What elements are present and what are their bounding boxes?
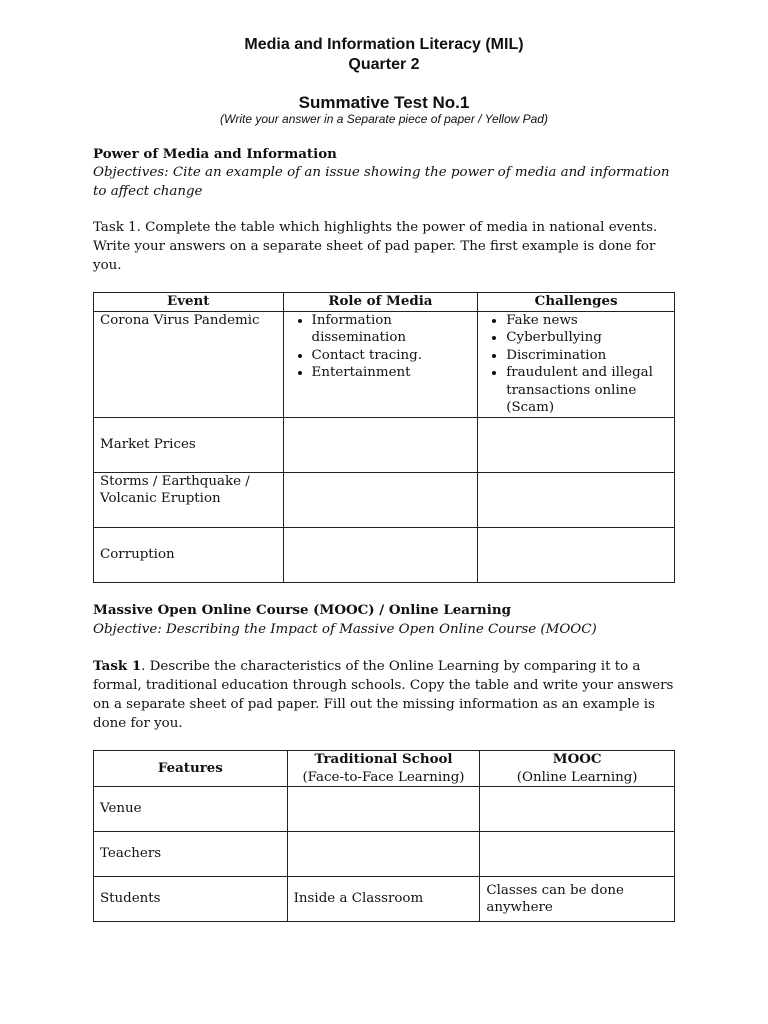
list-item: • Contact tracing. (312, 347, 472, 365)
document-title: Media and Information Literacy (MIL) (244, 36, 524, 53)
event-cell: Corruption (94, 527, 284, 582)
challenges-cell (478, 472, 675, 527)
table-row (94, 527, 675, 582)
role-cell (283, 527, 478, 582)
feature-cell: Teachers (94, 832, 288, 877)
test-instruction: (Write your answer in a Separate piece of paper / Yellow Pad) (220, 112, 548, 126)
section1-heading: Power of Media and Information (93, 146, 337, 162)
role-cell (283, 472, 478, 527)
traditional-cell: Inside a Classroom (287, 877, 480, 922)
section1-objective: Objectives: Cite an example of an issue showing the power of media and information to affect change (93, 165, 670, 199)
event-cell: Corona Virus Pandemic (94, 311, 284, 417)
traditional-cell (287, 832, 480, 877)
role-cell (283, 417, 478, 472)
column-subtitle: (Online Learning) (516, 769, 638, 785)
column-header (480, 751, 675, 787)
challenges-cell (478, 417, 675, 472)
mooc-cell (480, 832, 675, 877)
list-item: • Discrimination (506, 347, 668, 365)
table-row (94, 877, 675, 922)
challenges-cell (478, 527, 675, 582)
section1-task: Task 1. Complete the table which highlights the power of media in national events. Write your answers on a separate sheet of pad paper. The first example is done for you. (93, 220, 658, 273)
column-header: Role of Media (283, 293, 478, 312)
section2-task (93, 657, 683, 733)
feature-cell: Venue (94, 787, 288, 832)
section2-heading: Massive Open Online Course (MOOC) / Online Learning (93, 602, 511, 618)
test-name: Summative Test No.1 (298, 93, 470, 112)
quarter-label: Quarter 2 (348, 56, 420, 73)
column-subtitle: (Face-to-Face Learning) (302, 769, 465, 785)
column-header: Challenges (478, 293, 675, 312)
challenges-cell (478, 311, 675, 417)
event-cell: Market Prices (94, 417, 284, 472)
table-row (94, 787, 675, 832)
column-header: Event (94, 293, 284, 312)
traditional-cell (287, 787, 480, 832)
media-events-table (93, 292, 675, 583)
feature-cell: Students (94, 877, 288, 922)
event-cell: Storms / Earthquake / Volcanic Eruption (94, 472, 284, 527)
list-item: • Fake news (506, 312, 668, 330)
task-label: Task 1 (93, 658, 142, 674)
task-text: . Describe the characteristics of the Online Learning by comparing it to a formal, traditional education through schools. Copy the table and write your answers on a separate sheet of pad paper. Fill out the missing information as an example is done for you. (93, 659, 674, 731)
column-title: Traditional School (314, 751, 453, 767)
list-item: • Entertainment (312, 364, 472, 382)
list-item: • Cyberbullying (506, 329, 668, 347)
table-header-row (94, 751, 675, 787)
table-row (94, 417, 675, 472)
column-title: MOOC (552, 751, 602, 767)
mooc-cell: Classes can be done anywhere (480, 877, 675, 922)
list-item: • fraudulent and illegal transactions online (Scam) (506, 364, 668, 417)
table-row (94, 311, 675, 417)
mooc-cell (480, 787, 675, 832)
role-cell (283, 311, 478, 417)
list-item: • Information dissemination (312, 312, 472, 347)
mooc-comparison-table (93, 750, 675, 922)
section2-objective: Objective: Describing the Impact of Massive Open Online Course (MOOC) (93, 622, 597, 637)
column-header: Features (94, 751, 288, 787)
column-header (287, 751, 480, 787)
table-header-row (94, 293, 675, 312)
table-row (94, 832, 675, 877)
table-row (94, 472, 675, 527)
